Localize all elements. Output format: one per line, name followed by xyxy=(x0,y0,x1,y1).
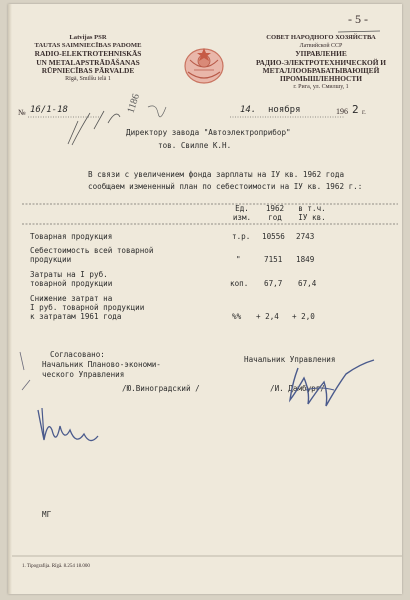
row-name: Товарная продукция xyxy=(30,232,113,241)
page-number: - 5 - xyxy=(348,12,368,26)
signature-icon xyxy=(8,334,402,474)
letterhead-right-line: УПРАВЛЕНИЕ xyxy=(295,49,347,59)
addressee-line: Директору завода "Автоэлектроприбор" xyxy=(126,128,291,137)
row-unit: коп. xyxy=(230,279,249,288)
row-year: 10556 xyxy=(262,232,285,241)
ref-day: 14. xyxy=(240,105,257,115)
ref-line-marks xyxy=(8,99,402,179)
table-row xyxy=(30,270,112,288)
ref-month: ноября xyxy=(268,105,301,115)
letterhead-right-line: РАДИО-ЭЛЕКТРОТЕХНИЧЕСКОЙ И xyxy=(255,57,387,67)
addressee-line: тов. Свилпе К.Н. xyxy=(158,141,232,150)
ref-year-suffix: г. xyxy=(362,108,366,116)
header-unit xyxy=(228,204,256,222)
ref-prefix: № xyxy=(18,108,26,117)
approval-line: ческого Управления xyxy=(42,370,125,379)
ref-number: 16/1-18 xyxy=(30,105,68,115)
row-year: 7151 xyxy=(264,255,283,264)
row-name: продукции xyxy=(30,255,72,264)
header-year xyxy=(260,204,290,222)
row-name: Себестоимость всей товарной xyxy=(30,246,154,255)
head-signer: /И. Дамбург/ xyxy=(270,384,325,393)
head-title: Начальник Управления xyxy=(244,355,336,364)
letterhead-left-line: Latvijas PSR xyxy=(69,34,107,41)
footer-rule xyxy=(8,554,402,564)
printer-line: 1. Tipografija. Rīgā. 8.254 18.000 xyxy=(22,564,90,569)
row-name: к затратам 1961 года xyxy=(30,312,122,321)
header-unit-line: изм. xyxy=(232,213,252,222)
row-name: Снижение затрат на xyxy=(30,294,113,303)
ref-year-prefix: 196 xyxy=(336,107,348,116)
row-q4: 1849 xyxy=(296,255,315,264)
document-page xyxy=(8,4,402,594)
row-unit: т.р. xyxy=(232,232,251,241)
header-q4 xyxy=(294,204,330,222)
ref-year-digit: 2 xyxy=(352,103,359,116)
row-year: + 2,4 xyxy=(256,312,279,321)
header-year-line: год xyxy=(268,213,282,222)
table-row xyxy=(30,294,144,321)
letterhead-right-line: СОВЕТ НАРОДНОГО ХОЗЯЙСТВА xyxy=(266,34,376,41)
row-q4: 67,4 xyxy=(298,279,317,288)
letterhead-left-line: TAUTAS SAIMNIECĪBAS PADOME xyxy=(34,42,142,50)
state-emblem-icon xyxy=(180,44,228,88)
row-year: 67,7 xyxy=(264,279,283,288)
handwritten-note: 1186 xyxy=(125,92,143,115)
initials: МГ xyxy=(42,510,52,519)
row-name: товарной продукции xyxy=(30,279,113,288)
row-name: I руб. товарной продукции xyxy=(30,303,145,312)
row-unit: %% xyxy=(232,312,242,321)
approval-line: Согласовано: xyxy=(50,350,105,359)
table-row xyxy=(30,232,112,241)
letterhead-latvian xyxy=(18,34,158,83)
body-line: В связи с увеличением фонда зарплаты на IУ кв. 1962 года xyxy=(88,170,345,179)
approval-signer: /Ю.Виноградский / xyxy=(122,384,200,393)
letterhead-right-line: Латвийской ССР xyxy=(299,43,343,50)
body-line: сообщаем измененный план по себестоимости на IУ кв. 1962 г.: xyxy=(88,182,363,191)
letterhead-right-line: г. Рига, ул. Смилшу, 1 xyxy=(293,84,349,91)
row-q4: 2743 xyxy=(296,232,315,241)
header-year-line: 1962 xyxy=(265,204,285,213)
row-name: Затраты на I руб. xyxy=(30,270,108,279)
letterhead-left-line: Rīgā, Smilšu ielā 1 xyxy=(65,76,111,83)
letterhead-left-line: RŪPNIECĪBAS PĀRVALDE xyxy=(41,65,135,75)
letterhead-left-line: RADIO-ELEKTROTEHNISKĀS xyxy=(34,49,142,59)
letterhead-right-line: МЕТАЛЛООБРАБАТЫВАЮЩЕЙ xyxy=(262,65,380,75)
binding-edge xyxy=(8,4,12,594)
letterhead-russian xyxy=(246,34,396,91)
header-q4-line: IУ кв. xyxy=(298,213,326,222)
table-row xyxy=(30,246,153,264)
letterhead-left-line: UN METALAPSTRĀDĀŠANAS xyxy=(36,57,140,67)
letterhead-right-line: ПРОМЫШЛЕННОСТИ xyxy=(279,74,363,84)
row-unit: " xyxy=(236,255,241,264)
approval-line: Начальник Планово-экономи- xyxy=(42,360,161,369)
header-q4-line: в т.ч. xyxy=(298,204,326,213)
row-q4: + 2,0 xyxy=(292,312,315,321)
header-unit-line: Ед. xyxy=(235,204,249,213)
